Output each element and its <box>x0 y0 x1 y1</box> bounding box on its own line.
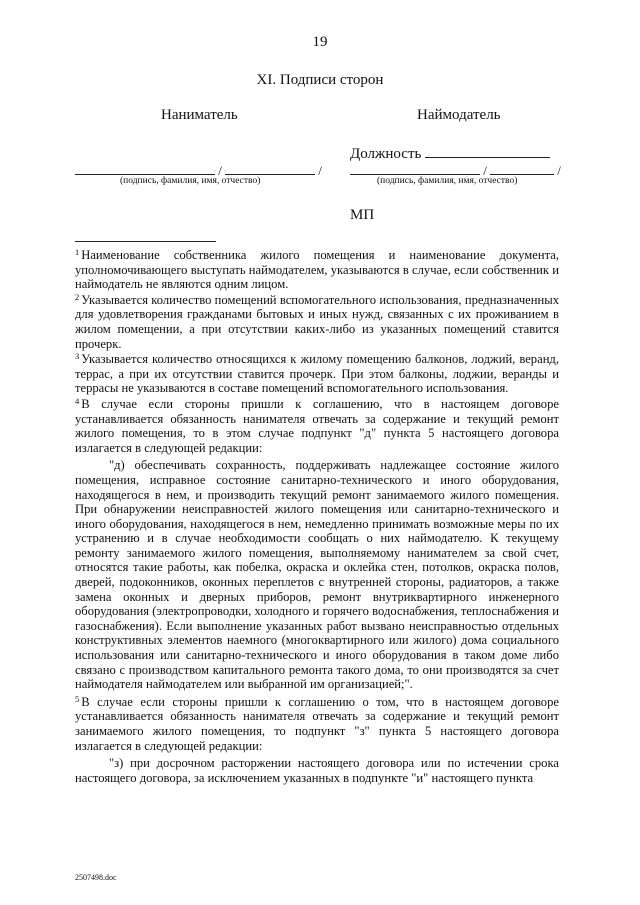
landlord-signature-blank <box>350 160 480 175</box>
tenant-signature-line <box>75 160 325 176</box>
quote-subclause-d: "д) обеспечивать сохранность, поддерживать надлежащее состояние жилого помещения, исправное состояние санитарно-технического и иного оборудования, находящегося в нем, и производить текущий ремонт занимаемого жилого помещения. При обнаружении неисправностей жилого помещения или санитарно-технического и иного оборудования, находящегося в нем, немедленно принимать возможные меры по их устранению и в случае необходимости сообщать о них наймодателю. К текущему ремонту занимаемого жилого помещения, выполняемому нанимателем за свой счет, относятся такие работы, как побелка, окраска и оклейка стен, потолков, окраска полов, дверей, подоконников, оконных переплетов с внутренней стороны, радиаторов, а также замена оконных и дверных приборов, ремонт внутриквартирного инженерного оборудования (электропроводки, холодного и горячего водоснабжения, теплоснабжения и газоснабжения). Если выполнение указанных работ вызвано неисправностью отдельных конструктивных элементов наемного (многоквартирного или жилого) дома социального использования или санитарно-технического и иного оборудования в таком доме либо связано с производством капитального ремонта такого дома, то они производятся за счет наймодателя наймодателем или выбранной им организацией;". <box>75 458 559 692</box>
footnote-number: 5 <box>75 693 80 704</box>
slash: / <box>483 163 487 178</box>
position-label: Должность <box>350 146 422 162</box>
page-number: 19 <box>312 34 328 50</box>
quote-subclause-z: "з) при досрочном расторжении настоящего договора или по истечении срока настоящего договора, за исключением указанных в подпункте "и" настоящего пункта <box>75 756 559 785</box>
tenant-label: Наниматель <box>161 107 238 123</box>
position-blank <box>425 143 550 158</box>
footnote-text: Наименование собственника жилого помещения и наименование документа, уполномочивающего выступать наймодателем, указываются в случае, если собственник и наймодатель не являются одним лицом. <box>75 248 559 292</box>
footnote-1 <box>75 248 559 292</box>
footnote-3 <box>75 352 559 396</box>
footnote-number: 2 <box>75 291 80 302</box>
landlord-signature-caption: (подпись, фамилия, имя, отчество) <box>377 176 518 186</box>
stamp-label: МП <box>350 207 375 223</box>
tenant-signature-caption: (подпись, фамилия, имя, отчество) <box>120 176 261 186</box>
landlord-signature-line <box>350 160 564 176</box>
footnotes <box>75 248 559 788</box>
landlord-label: Наймодатель <box>417 107 501 123</box>
footnote-2 <box>75 293 559 351</box>
footnote-text: Указывается количество помещений вспомогательного использования, предназначенных для удовлетворения гражданами бытовых и иных нужд, связанных с их проживанием в жилом помещении, а при отсутствии каких-либо из указанных помещений ставится прочерк. <box>75 292 559 351</box>
tenant-name-blank <box>225 160 315 175</box>
tenant-signature-blank <box>75 160 215 175</box>
landlord-name-blank <box>490 160 554 175</box>
document-id: 2507498.doc <box>75 873 117 882</box>
footnote-number: 3 <box>75 351 80 362</box>
section-title: XI. Подписи сторон <box>256 72 384 88</box>
slash: / <box>557 163 561 178</box>
footnote-text: Указывается количество относящихся к жилому помещению балконов, лоджий, веранд, террас, а при их отсутствии ставится прочерк. При этом балконы, лоджии, веранды и террасы не указываются в составе помещений вспомогательного использования. <box>75 352 559 396</box>
slash: / <box>318 163 322 178</box>
footnote-5 <box>75 695 559 753</box>
slash: / <box>218 163 222 178</box>
footnote-text: В случае если стороны пришли к соглашению, что в настоящем договоре устанавливается обязанность нанимателя отвечать за содержание и текущий ремонт жилого помещения, то в этом случае подпункт "д" пункта 5 настоящего договора излагается в следующей редакции: <box>75 396 559 455</box>
footnote-number: 1 <box>75 247 80 257</box>
footnote-4 <box>75 397 559 455</box>
footnote-divider <box>75 241 216 242</box>
footnote-number: 4 <box>75 395 80 406</box>
footnote-text: В случае если стороны пришли к соглашению о том, что в настоящем договоре устанавливается обязанность нанимателя отвечать за содержание и текущий ремонт занимаемого жилого помещения, то подпункт "з" пункта 5 настоящего договора излагается в следующей редакции: <box>75 694 559 753</box>
